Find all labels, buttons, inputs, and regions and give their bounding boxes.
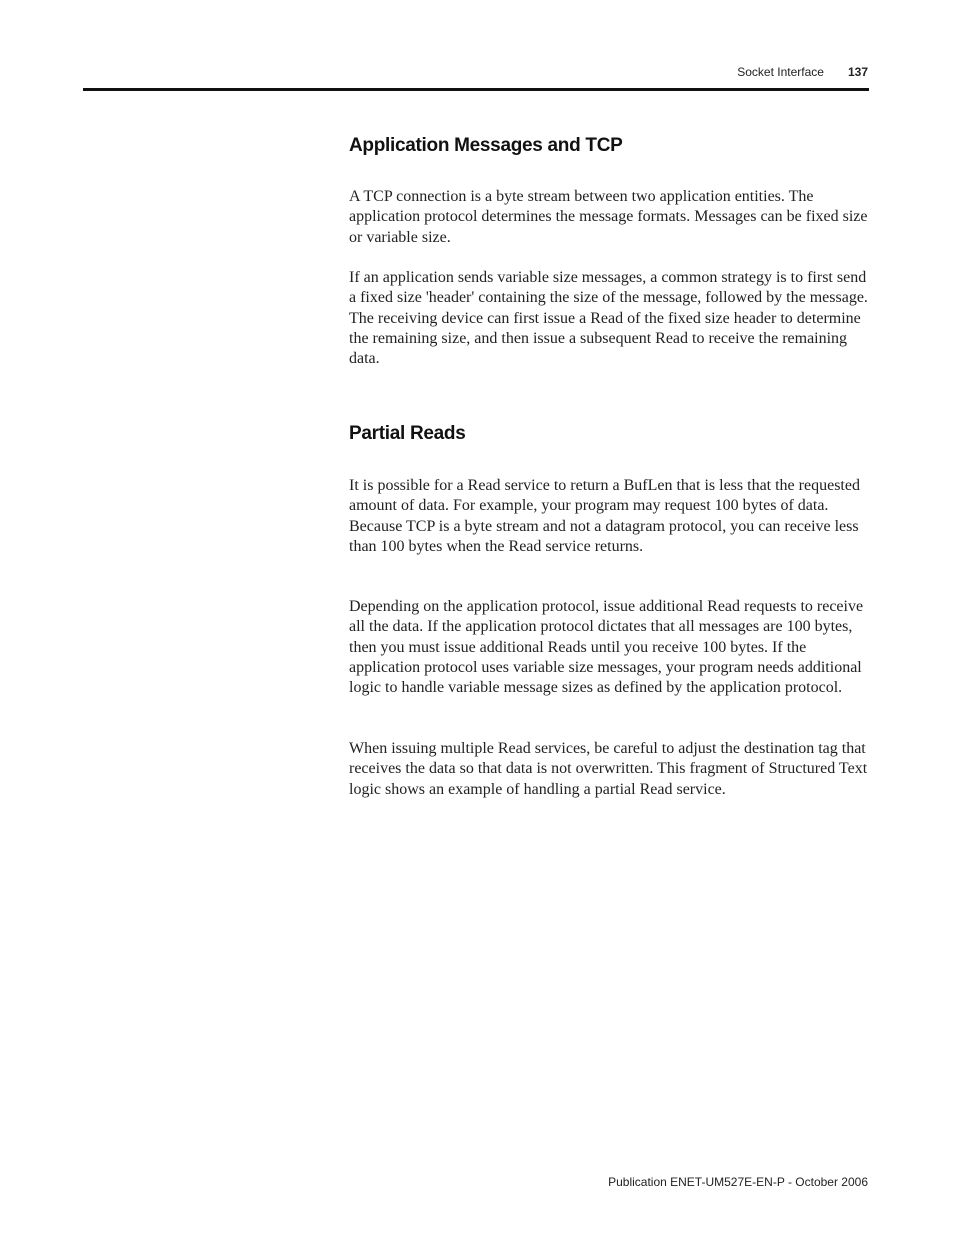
page-number: 137 xyxy=(847,65,868,79)
section-heading-application-messages: Application Messages and TCP xyxy=(349,135,623,156)
running-header xyxy=(737,65,868,79)
header-section-title: Socket Interface xyxy=(737,65,824,79)
header-rule xyxy=(83,88,869,91)
section-heading-partial-reads: Partial Reads xyxy=(349,423,466,444)
paragraph-variable-size-messages: If an application sends variable size messages, a common strategy is to first send a fixed size 'header' containing the size of the message, followed by the message. The receiving device can first issue a Read of the fixed size header to determine the remaining size, and then issue a subsequent Read to receive the remaining data. xyxy=(349,269,868,368)
paragraph-read-bufLen: It is possible for a Read service to return a BufLen that is less that the requested amount of data. For example, your program may request 100 bytes of data. Because TCP is a byte stream and not a datagram protocol, you can receive less than 100 bytes when the Read service returns. xyxy=(349,477,860,555)
publication-footer: Publication ENET-UM527E-EN-P - October 2006 xyxy=(608,1175,868,1189)
paragraph-multiple-read-services: When issuing multiple Read services, be careful to adjust the destination tag that receives the data so that data is not overwritten. This fragment of Structured Text logic shows an example of handling a partial Read service. xyxy=(349,740,868,798)
paragraph-additional-reads: Depending on the application protocol, issue additional Read requests to receive all the data. If the application protocol dictates that all messages are 100 bytes, then you must issue additional Reads until you receive 100 bytes. If the application protocol uses variable size messages, your program needs additional logic to handle variable message sizes as defined by the application protocol. xyxy=(349,598,864,697)
paragraph-tcp-byte-stream: A TCP connection is a byte stream between two application entities. The application protocol determines the message formats. Messages can be fixed size or variable size. xyxy=(349,188,868,246)
